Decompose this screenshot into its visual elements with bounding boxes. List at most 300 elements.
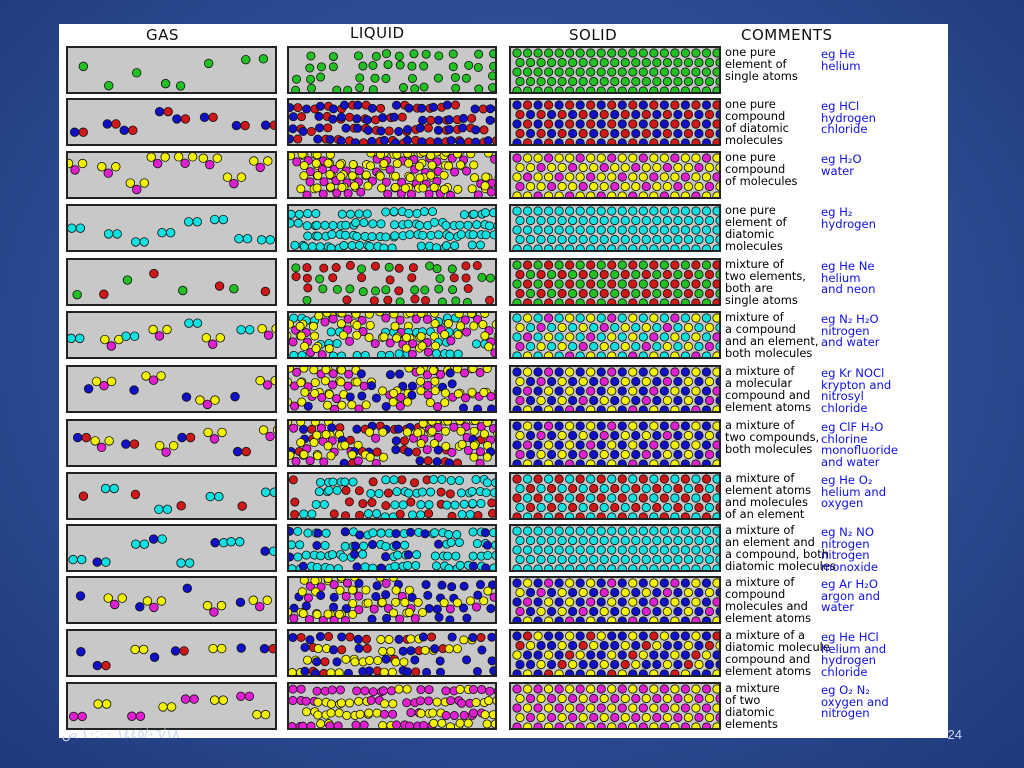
magenta-atom <box>544 368 552 376</box>
yellow-atom <box>457 427 465 435</box>
yellow-atom <box>323 401 331 409</box>
green-atom <box>421 286 429 294</box>
yellow-atom <box>366 162 374 170</box>
green-atom <box>463 298 471 306</box>
yellow-atom <box>373 709 381 717</box>
cyan-atom <box>586 245 594 252</box>
yellow-atom <box>705 323 713 331</box>
magenta-atom <box>372 434 380 442</box>
cyan-atom <box>185 559 194 568</box>
yellow-atom <box>303 656 311 664</box>
yellow-atom <box>621 588 629 596</box>
cyan-atom <box>382 208 390 216</box>
cyan-atom <box>597 546 605 554</box>
red-atom <box>642 289 650 297</box>
blue-atom <box>555 460 563 467</box>
cyan-atom <box>579 235 587 243</box>
yellow-atom <box>589 182 597 190</box>
blue-atom <box>589 660 597 668</box>
cyan-atom <box>650 527 658 535</box>
yellow-atom <box>427 171 435 179</box>
green-atom <box>534 49 542 57</box>
yellow-atom <box>299 609 307 617</box>
solid-box <box>509 151 721 199</box>
green-atom <box>608 87 616 94</box>
yellow-atom <box>516 588 524 596</box>
magenta-atom <box>629 460 637 467</box>
blue-atom <box>233 447 242 456</box>
cyan-atom <box>537 555 545 563</box>
magenta-atom <box>344 189 352 197</box>
yellow-atom <box>600 607 608 615</box>
blue-atom <box>589 588 597 596</box>
red-atom <box>523 280 531 288</box>
red-atom <box>451 101 459 109</box>
blue-atom <box>358 392 366 400</box>
yellow-atom <box>642 377 650 385</box>
yellow-atom <box>642 694 650 702</box>
cyan-atom <box>291 241 299 249</box>
green-atom <box>692 49 700 57</box>
red-atom <box>692 139 700 146</box>
blue-atom <box>526 129 534 137</box>
yellow-atom <box>441 398 449 406</box>
magenta-atom <box>297 685 305 693</box>
yellow-atom <box>431 319 439 327</box>
yellow-atom <box>650 670 658 677</box>
yellow-atom <box>259 426 268 435</box>
red-atom <box>370 297 378 305</box>
row-comment <box>725 366 811 414</box>
magenta-atom <box>597 723 605 730</box>
yellow-atom <box>403 685 411 693</box>
blue-atom <box>674 431 682 439</box>
yellow-atom <box>483 421 491 427</box>
red-atom <box>343 296 351 304</box>
magenta-atom <box>343 579 351 587</box>
blue-atom <box>513 579 521 587</box>
comment-line: diatomic <box>725 226 775 241</box>
comment-line: of diatomic <box>725 120 789 135</box>
magenta-atom <box>423 315 431 323</box>
yellow-atom <box>289 668 296 676</box>
cyan-atom <box>660 352 668 359</box>
yellow-atom <box>92 377 101 386</box>
cyan-atom <box>555 245 563 252</box>
green-atom <box>713 49 721 57</box>
yellow-atom <box>310 438 318 446</box>
green-atom <box>671 68 679 76</box>
cyan-atom <box>341 478 349 486</box>
yellow-atom <box>663 450 671 458</box>
green-atom <box>433 265 441 273</box>
cyan-atom <box>432 562 440 570</box>
green-atom <box>490 62 497 70</box>
cyan-atom <box>470 210 478 218</box>
yellow-atom <box>388 668 396 676</box>
yellow-atom <box>608 460 616 467</box>
red-atom <box>79 492 88 501</box>
cyan-atom <box>597 314 605 322</box>
yellow-atom <box>713 154 721 162</box>
cyan-atom <box>555 352 563 359</box>
yellow-atom <box>356 710 364 718</box>
cyan-atom <box>355 210 363 218</box>
magenta-atom <box>382 314 390 322</box>
cyan-atom <box>586 226 594 234</box>
cyan-atom <box>650 207 658 215</box>
green-atom <box>650 68 658 76</box>
yellow-atom <box>327 183 335 191</box>
yellow-atom <box>379 453 387 461</box>
red-atom <box>671 670 679 677</box>
green-atom <box>346 285 354 293</box>
red-atom <box>702 494 710 502</box>
blue-atom <box>392 541 400 549</box>
comment-line: a mixture of <box>725 364 795 378</box>
cyan-atom <box>302 551 310 559</box>
cyan-atom <box>333 339 341 347</box>
blue-atom <box>382 591 390 599</box>
red-atom <box>368 498 376 506</box>
cyan-atom <box>322 529 330 537</box>
yellow-atom <box>139 645 148 654</box>
magenta-atom <box>576 685 584 693</box>
example-line: nitrogen <box>821 536 870 551</box>
blue-atom <box>639 422 647 430</box>
red-atom <box>474 511 482 519</box>
liquid-box <box>287 311 497 359</box>
red-atom <box>600 270 608 278</box>
green-atom <box>565 49 573 57</box>
magenta-atom <box>104 169 113 178</box>
blue-atom <box>660 617 668 624</box>
blue-atom <box>639 120 647 128</box>
red-atom <box>565 651 573 659</box>
row-example <box>821 527 878 573</box>
cyan-atom <box>472 340 480 348</box>
cyan-atom <box>568 323 576 331</box>
magenta-atom <box>565 192 573 199</box>
yellow-atom <box>348 451 356 459</box>
yellow-atom <box>149 325 158 334</box>
blue-atom <box>445 125 453 133</box>
green-atom <box>629 49 637 57</box>
cyan-atom <box>547 235 555 243</box>
green-atom <box>660 68 668 76</box>
blue-atom <box>434 138 442 146</box>
blue-atom <box>547 660 555 668</box>
row-comment <box>725 47 798 83</box>
red-atom <box>307 127 315 135</box>
blue-atom <box>576 422 584 430</box>
example-line: eg O₂ N₂ <box>821 683 870 697</box>
yellow-atom <box>163 325 172 334</box>
cyan-atom <box>417 511 425 519</box>
cyan-atom <box>684 216 692 224</box>
magenta-atom <box>442 687 450 695</box>
green-atom <box>568 270 576 278</box>
blue-atom <box>289 633 297 641</box>
cyan-atom <box>382 233 390 241</box>
blue-atom <box>674 377 682 385</box>
gas-box <box>66 98 277 146</box>
red-atom <box>523 632 531 640</box>
green-atom <box>597 68 605 76</box>
red-atom <box>427 633 435 641</box>
blue-atom <box>526 660 534 668</box>
yellow-atom <box>618 670 626 677</box>
blue-atom <box>632 607 640 615</box>
red-atom <box>537 289 545 297</box>
yellow-atom <box>650 406 658 413</box>
green-atom <box>259 55 268 64</box>
blue-atom <box>407 647 415 655</box>
magenta-atom <box>513 704 521 712</box>
red-atom <box>400 437 408 445</box>
yellow-atom <box>558 450 566 458</box>
green-atom <box>589 289 597 297</box>
green-atom <box>660 261 668 269</box>
cyan-atom <box>102 558 111 567</box>
yellow-atom <box>392 586 400 594</box>
green-atom <box>555 68 563 76</box>
red-atom <box>608 670 616 677</box>
example-line: krypton and <box>821 377 892 392</box>
cyan-atom <box>579 503 587 511</box>
cyan-atom <box>534 352 542 359</box>
yellow-atom <box>705 431 713 439</box>
yellow-atom <box>713 368 721 376</box>
red-atom <box>395 287 403 295</box>
yellow-atom <box>250 157 259 166</box>
blue-atom <box>663 641 671 649</box>
yellow-atom <box>325 390 333 398</box>
red-atom <box>495 448 497 456</box>
yellow-atom <box>417 439 425 447</box>
red-atom <box>523 120 531 128</box>
cyan-atom <box>303 222 311 230</box>
blue-atom <box>639 579 647 587</box>
cyan-atom <box>523 226 531 234</box>
red-atom <box>586 261 594 269</box>
yellow-atom <box>523 723 531 730</box>
blue-atom <box>534 139 542 146</box>
yellow-atom <box>349 599 357 607</box>
blue-atom <box>93 661 102 670</box>
blue-atom <box>597 460 605 467</box>
red-atom <box>494 116 497 124</box>
magenta-atom <box>608 368 616 376</box>
red-atom <box>684 129 692 137</box>
green-atom <box>600 77 608 85</box>
yellow-atom <box>632 660 640 668</box>
cyan-atom <box>705 235 713 243</box>
blue-atom <box>660 598 668 606</box>
blue-atom <box>173 115 182 124</box>
magenta-atom <box>303 191 311 199</box>
magenta-atom <box>716 713 721 721</box>
blue-atom <box>289 103 294 111</box>
cyan-atom <box>660 527 668 535</box>
blue-atom <box>618 120 626 128</box>
blue-atom <box>434 116 442 124</box>
row-comment <box>725 420 819 456</box>
yellow-atom <box>352 313 360 318</box>
blue-atom <box>513 441 521 449</box>
cyan-atom <box>565 245 573 252</box>
magenta-atom <box>306 457 314 465</box>
blue-atom <box>368 137 376 145</box>
red-atom <box>468 114 476 122</box>
magenta-atom <box>384 190 392 198</box>
red-atom <box>558 270 566 278</box>
yellow-atom <box>196 396 205 405</box>
blue-atom <box>632 450 640 458</box>
cyan-atom <box>608 565 616 572</box>
cyan-atom <box>642 484 650 492</box>
cyan-atom <box>660 546 668 554</box>
comment-line: both molecules <box>725 345 813 360</box>
yellow-atom <box>534 173 542 181</box>
blue-atom <box>589 607 597 615</box>
magenta-atom <box>305 615 313 623</box>
yellow-atom <box>576 173 584 181</box>
green-atom <box>410 50 418 58</box>
cyan-atom <box>419 231 427 239</box>
cyan-atom <box>555 226 563 234</box>
cyan-atom <box>565 475 573 483</box>
yellow-atom <box>433 698 441 706</box>
magenta-atom <box>576 704 584 712</box>
green-atom <box>611 270 619 278</box>
red-atom <box>692 299 700 306</box>
row-comment <box>725 577 811 625</box>
yellow-atom <box>470 174 478 182</box>
green-atom <box>513 280 521 288</box>
red-atom <box>586 280 594 288</box>
blue-atom <box>433 458 441 466</box>
yellow-atom <box>537 182 545 190</box>
yellow-atom <box>713 192 721 199</box>
magenta-atom <box>423 446 431 454</box>
yellow-atom <box>534 632 542 640</box>
blue-atom <box>367 382 375 390</box>
green-atom <box>371 287 379 295</box>
green-atom <box>702 49 710 57</box>
comment-line: element of <box>725 214 787 229</box>
magenta-atom <box>713 333 721 341</box>
yellow-atom <box>431 377 439 385</box>
magenta-atom <box>345 337 353 345</box>
green-atom <box>608 68 616 76</box>
cyan-atom <box>555 207 563 215</box>
blue-atom <box>611 129 619 137</box>
blue-atom <box>73 433 82 442</box>
magenta-atom <box>389 710 397 718</box>
magenta-atom <box>705 342 713 350</box>
magenta-atom <box>565 460 573 467</box>
yellow-atom <box>336 161 344 169</box>
cyan-atom <box>473 221 481 229</box>
green-atom <box>618 299 626 306</box>
blue-atom <box>344 669 352 677</box>
magenta-atom <box>537 163 545 171</box>
blue-atom <box>702 579 710 587</box>
blue-atom <box>513 617 521 624</box>
yellow-atom <box>376 153 384 159</box>
yellow-atom <box>629 441 637 449</box>
cyan-atom <box>713 226 721 234</box>
yellow-atom <box>576 192 584 199</box>
red-atom <box>558 110 566 118</box>
blue-atom <box>395 370 403 378</box>
magenta-atom <box>523 173 531 181</box>
cyan-atom <box>702 565 710 572</box>
red-atom <box>544 139 552 146</box>
magenta-atom <box>639 685 647 693</box>
example-line: eg N₂ NO <box>821 525 874 539</box>
cyan-atom <box>692 494 700 502</box>
green-atom <box>632 77 640 85</box>
cyan-atom <box>716 323 721 331</box>
cyan-atom <box>313 563 321 571</box>
cyan-atom <box>695 342 703 350</box>
blue-atom <box>346 393 354 401</box>
blue-atom <box>555 101 563 109</box>
green-atom <box>639 87 647 94</box>
red-atom <box>346 113 354 121</box>
yellow-atom <box>608 651 616 659</box>
cyan-atom <box>428 207 436 215</box>
green-atom <box>555 49 563 57</box>
liquid-box <box>287 365 497 413</box>
green-atom <box>586 68 594 76</box>
comment-line: a compound <box>725 321 796 336</box>
magenta-atom <box>586 441 594 449</box>
cyan-atom <box>317 552 325 560</box>
red-atom <box>355 487 363 495</box>
blue-atom <box>576 120 584 128</box>
green-atom <box>674 270 682 278</box>
red-atom <box>544 101 552 109</box>
green-atom <box>478 273 486 281</box>
cyan-atom <box>600 555 608 563</box>
magenta-atom <box>526 694 534 702</box>
blue-atom <box>702 406 710 413</box>
red-atom <box>589 503 597 511</box>
blue-atom <box>547 431 555 439</box>
blue-atom <box>526 377 534 385</box>
cyan-atom <box>466 510 474 518</box>
cyan-atom <box>702 245 710 252</box>
cyan-atom <box>193 217 202 226</box>
magenta-atom <box>716 694 721 702</box>
green-atom <box>356 84 364 92</box>
magenta-atom <box>354 457 362 465</box>
blue-atom <box>660 670 668 677</box>
cyan-atom <box>431 529 439 537</box>
yellow-atom <box>565 704 573 712</box>
cyan-atom <box>547 323 555 331</box>
magenta-atom <box>632 694 640 702</box>
cyan-atom <box>618 245 626 252</box>
yellow-atom <box>621 694 629 702</box>
blue-atom <box>681 368 689 376</box>
cyan-atom <box>206 492 215 501</box>
cyan-atom <box>483 479 491 487</box>
magenta-atom <box>629 352 637 359</box>
